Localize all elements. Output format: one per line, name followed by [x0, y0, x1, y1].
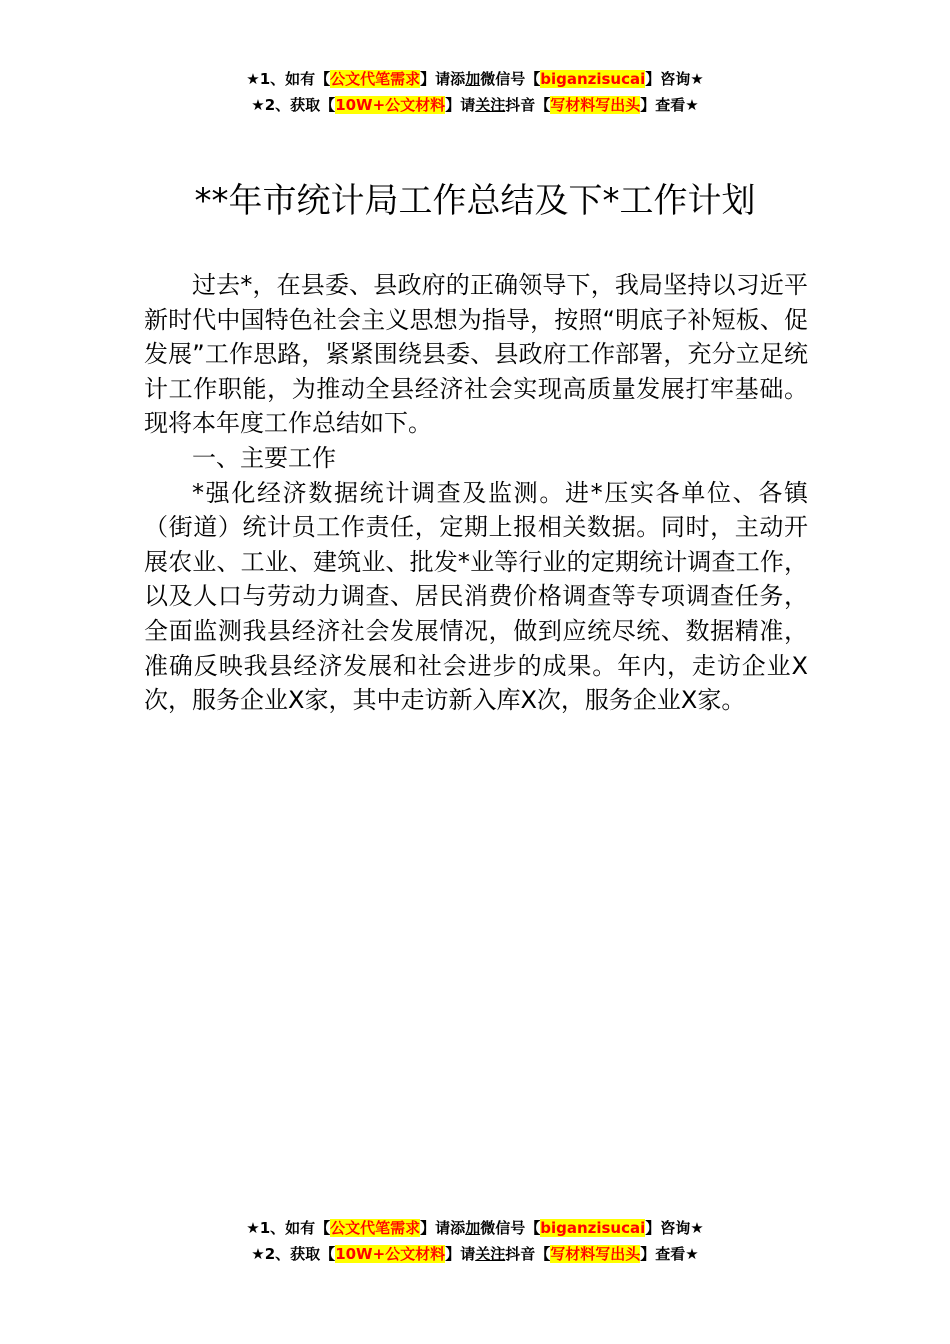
banner-text: 微信号【 — [480, 70, 541, 88]
footer-line-2 — [0, 1241, 950, 1267]
paragraph-statistics: *强化经济数据统计调查及监测。进*压实各单位、各镇（街道）统计员工作责任，定期上报相关数据。同时，主动开展农业、工业、建筑业、批发*业等行业的定期统计调查工作，以及人口与劳动力调查、居民消费价格调查等专项调查任务，全面监测我县经济社会发展情况，做到应统尽统、数据精准，准确反映我县经济发展和社会进步的成果。年内，走访企业X次，服务企业X家，其中走访新入库X次，服务企业X家。 — [144, 478, 808, 715]
banner-text: 】查看★ — [640, 96, 699, 114]
highlight-wechat-id: biganzisucai — [540, 1219, 646, 1237]
banner-underlined-text: 加 — [465, 1219, 481, 1237]
banner-text: 微信号【 — [480, 1219, 541, 1237]
banner-text: 】咨询★ — [645, 1219, 704, 1237]
banner-text: 】请添 — [420, 70, 466, 88]
highlight-materials: 10W+公文材料 — [335, 1245, 446, 1263]
highlight-service: 公文代笔需求 — [330, 1219, 421, 1237]
highlight-materials: 10W+公文材料 — [335, 96, 446, 114]
paragraph-intro: 过去*，在县委、县政府的正确领导下，我局坚持以习近平新时代中国特色社会主义思想为指导，按照“明底子补短板、促发展”工作思路，紧紧围绕县委、县政府工作部署，充分立足统计工作职能，为推动全县经济社会实现高质量发展打牢基础。现将本年度工作总结如下。 — [144, 271, 808, 438]
banner-underlined-text: 关注 — [475, 96, 506, 114]
banner-text: ★1、如有【 — [246, 1219, 331, 1237]
banner-text: 】请 — [445, 1245, 476, 1263]
banner-underlined-text: 关注 — [475, 1245, 506, 1263]
highlight-wechat-id: biganzisucai — [540, 70, 646, 88]
footer-line-1 — [0, 1215, 950, 1241]
section-heading: 一、主要工作 — [192, 443, 336, 472]
banner-text: 抖音【 — [505, 1245, 551, 1263]
footer-banner — [0, 1215, 950, 1267]
highlight-service: 公文代笔需求 — [330, 70, 421, 88]
banner-text: ★2、获取【 — [251, 96, 336, 114]
header-banner — [0, 66, 950, 118]
header-line-2 — [0, 92, 950, 118]
banner-text: ★2、获取【 — [251, 1245, 336, 1263]
document-title: **年市统计局工作总结及下*工作计划 — [194, 181, 756, 221]
banner-text: ★1、如有【 — [246, 70, 331, 88]
banner-text: 】查看★ — [640, 1245, 699, 1263]
banner-underlined-text: 加 — [465, 70, 481, 88]
banner-text: 抖音【 — [505, 96, 551, 114]
highlight-douyin-account: 写材料写出头 — [550, 96, 641, 114]
document-body — [144, 268, 808, 718]
banner-text: 】咨询★ — [645, 70, 704, 88]
banner-text: 】请 — [445, 96, 476, 114]
header-line-1 — [0, 66, 950, 92]
banner-text: 】请添 — [420, 1219, 466, 1237]
highlight-douyin-account: 写材料写出头 — [550, 1245, 641, 1263]
